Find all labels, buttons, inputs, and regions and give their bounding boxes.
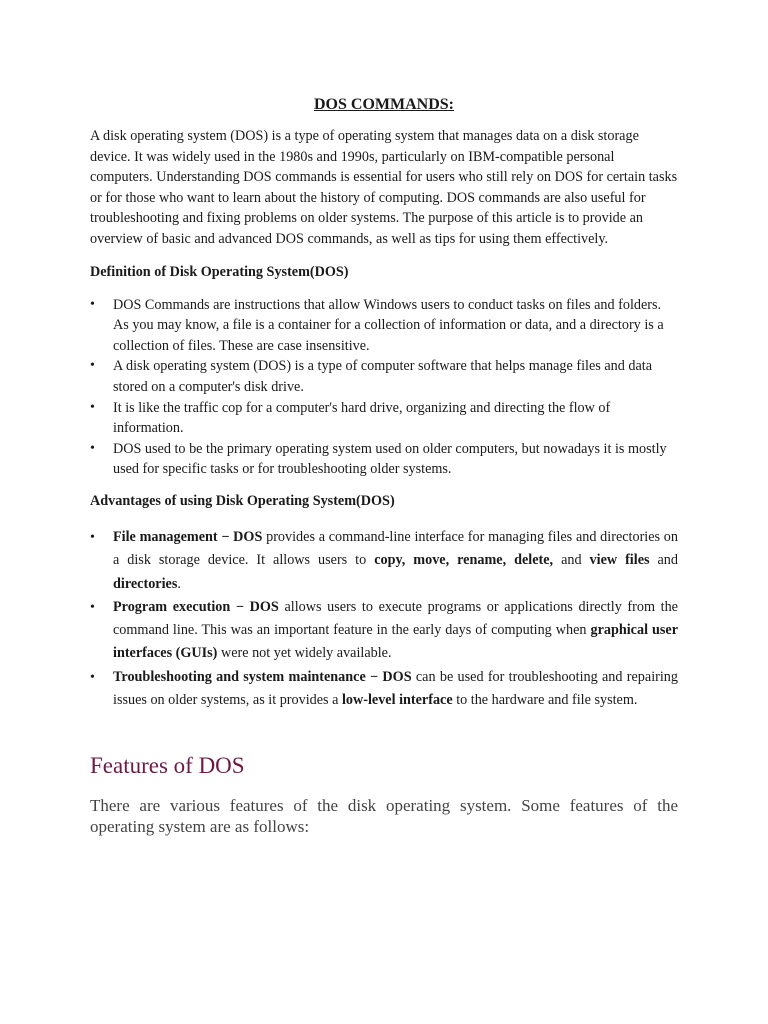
document-title: DOS COMMANDS: (314, 96, 454, 113)
advantage-troubleshooting: • Troubleshooting and system maintenance − DOS can be used for troubleshooting and repairing issues on older systems, as it provides a low-level interface to the hardware and file system. (90, 666, 678, 713)
definition-list (90, 295, 678, 480)
list-item: • DOS used to be the primary operating system used on older computers, but nowadays it is mostly used for specific tasks or for troubleshooting older systems. (90, 439, 678, 480)
advantage-program-execution: • Program execution − DOS allows users to execute programs or applications directly from the command line. This was an important feature in the early days of computing when graphical user interfaces (GUIs) were not yet widely available. (90, 596, 678, 666)
advantages-list (90, 526, 678, 712)
list-item: • It is like the traffic cop for a computer's hard drive, organizing and directing the flow of information. (90, 398, 678, 439)
features-heading: Features of DOS (90, 753, 245, 779)
list-item: • DOS Commands are instructions that allow Windows users to conduct tasks on files and folders. As you may know, a file is a container for a collection of information or data, and a directory is a collection of files. These are case insensitive. (90, 295, 678, 357)
intro-paragraph: A disk operating system (DOS) is a type of operating system that manages data on a disk storage device. It was widely used in the 1980s and 1990s, particularly on IBM-compatible personal computers. Understanding DOS commands is essential for users who still rely on DOS for certain tasks or for those who want to learn about the history of computing. DOS commands are also useful for troubleshooting and fixing problems on older systems. The purpose of this article is to provide an overview of basic and advanced DOS commands, as well as tips for using them effectively. (90, 128, 678, 247)
definition-heading: Definition of Disk Operating System(DOS) (90, 263, 349, 280)
advantage-label: Troubleshooting and system maintenance − DOS (113, 668, 412, 685)
advantage-label: Program execution − DOS (113, 598, 279, 615)
advantage-label: File management − DOS (113, 528, 263, 545)
list-item: • A disk operating system (DOS) is a type of computer software that helps manage files and data stored on a computer's disk drive. (90, 356, 678, 397)
advantages-heading: Advantages of using Disk Operating System(DOS) (90, 492, 395, 509)
advantage-file-management: • File management − DOS provides a command-line interface for managing files and directories on a disk storage device. It allows users to copy, move, rename, delete, and view files and directories. (90, 526, 678, 596)
features-paragraph: There are various features of the disk operating system. Some features of the operating system are as follows: (90, 796, 678, 837)
